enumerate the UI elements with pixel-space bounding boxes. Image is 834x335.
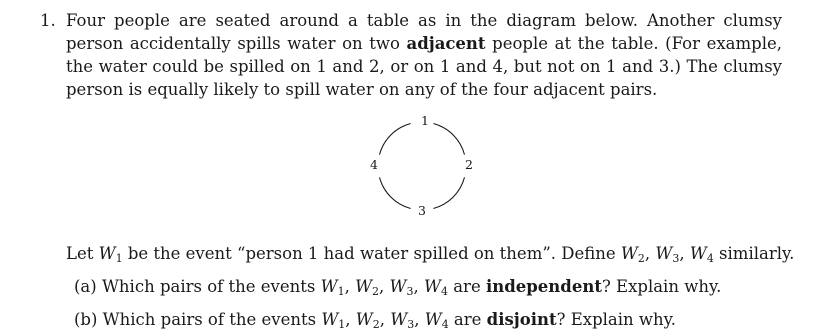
- part-a-text-2: ? Explain why.: [601, 277, 722, 296]
- comma: ,: [344, 277, 356, 296]
- var-w: W: [98, 244, 116, 263]
- arc-3-4: [380, 177, 411, 208]
- comma: ,: [414, 310, 425, 329]
- comma: ,: [345, 310, 356, 329]
- sub-2: 2: [372, 318, 380, 331]
- part-a-text-1: Which pairs of the events: [96, 277, 321, 296]
- var-w: W: [390, 310, 408, 329]
- var-w: W: [389, 277, 407, 296]
- seat-label-2: 2: [465, 157, 473, 172]
- seat-label-3: 3: [418, 203, 426, 218]
- var-w: W: [620, 244, 638, 263]
- part-a: [74, 275, 721, 298]
- var-w: W: [424, 310, 442, 329]
- statement-bold-adjacent: adjacent: [406, 34, 486, 53]
- var-w: W: [321, 310, 339, 329]
- arc-2-3: [433, 177, 464, 208]
- part-b-text-2: ? Explain why.: [556, 310, 677, 329]
- event-definition: [66, 242, 794, 265]
- part-b-are: are: [448, 310, 487, 329]
- definition-text-1: be the event “person 1 had water spilled on them”. Define: [122, 244, 621, 263]
- part-a-label: (a): [74, 277, 97, 296]
- var-w: W: [424, 277, 441, 296]
- definition-text-2: similarly.: [713, 244, 795, 263]
- seat-label-4: 4: [370, 157, 378, 172]
- sub-2: 2: [372, 285, 380, 298]
- sub-3: 3: [407, 318, 415, 331]
- statement-text-2: people at the table. (For example, the water could be spilled on 1 and 2, or on 1 and 4, but not on 1 and 3.) The clumsy person is equally likely to spill water on any of the four adjacent pairs.: [66, 34, 782, 99]
- sub-4: 4: [706, 252, 714, 265]
- comma: ,: [679, 244, 690, 263]
- part-b: [74, 308, 676, 331]
- part-a-are: are: [447, 277, 486, 296]
- comma: ,: [379, 277, 390, 296]
- seat-label-1: 1: [421, 113, 429, 128]
- comma: ,: [379, 310, 391, 329]
- var-w: W: [655, 244, 673, 263]
- sub-1: 1: [115, 252, 123, 265]
- sub-1: 1: [337, 285, 345, 298]
- problem-statement: [66, 9, 782, 101]
- part-b-bold-disjoint: disjoint: [486, 310, 557, 329]
- var-w: W: [689, 244, 707, 263]
- sub-2: 2: [637, 252, 645, 265]
- sub-1: 1: [338, 318, 346, 331]
- arc-4-1: [380, 124, 411, 155]
- var-w: W: [355, 277, 373, 296]
- part-b-label: (b): [74, 310, 98, 329]
- sub-3: 3: [672, 252, 680, 265]
- part-b-text-1: Which pairs of the events: [97, 310, 322, 329]
- table-diagram: [362, 108, 482, 224]
- part-a-bold-independent: independent: [485, 277, 602, 296]
- comma: ,: [413, 277, 424, 296]
- sub-3: 3: [406, 285, 414, 298]
- statement-text-1: Four people are seated around a table as in the diagram below. Another clumsy person accidentally spills water on two: [66, 11, 782, 53]
- sub-4: 4: [441, 318, 449, 331]
- definition-let: Let: [66, 244, 99, 263]
- arc-1-2: [433, 124, 464, 155]
- sub-4: 4: [440, 285, 448, 298]
- comma: ,: [644, 244, 656, 263]
- problem-number: 1.: [40, 11, 56, 30]
- var-w: W: [320, 277, 338, 296]
- var-w: W: [355, 310, 373, 329]
